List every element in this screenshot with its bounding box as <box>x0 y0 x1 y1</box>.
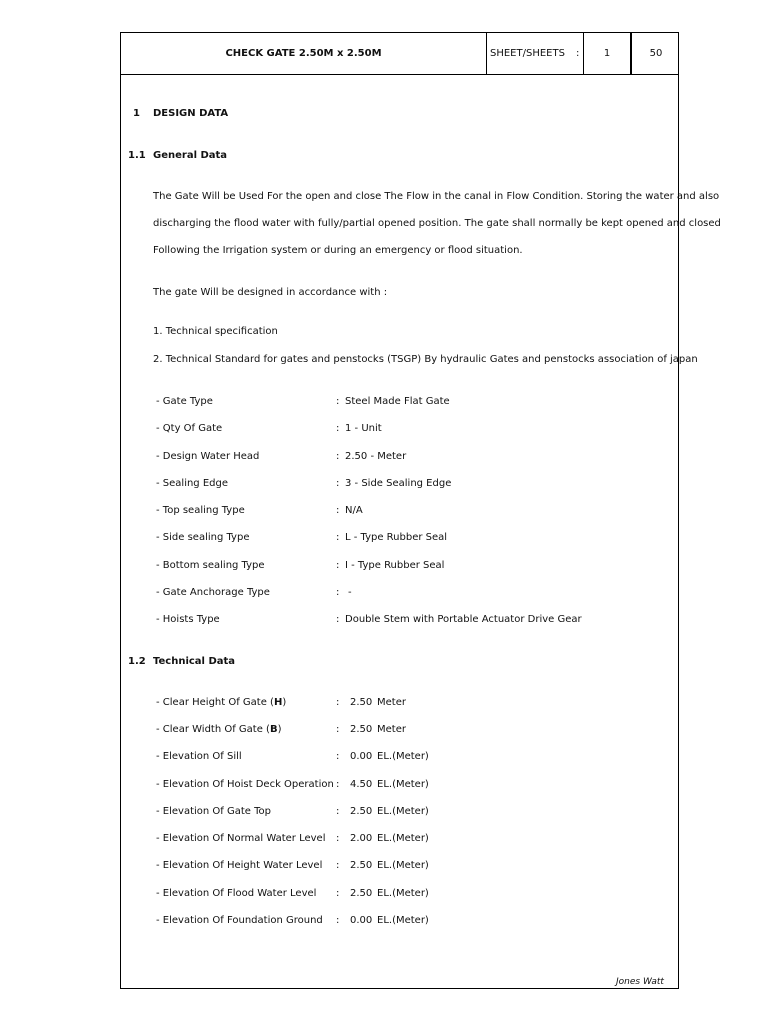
sheet-header <box>121 33 678 75</box>
item-separator: : <box>336 478 340 489</box>
paragraph-line: Following the Irrigation system or during an emergency or flood situation. <box>153 245 523 256</box>
tech-separator: : <box>336 860 340 871</box>
tech-separator: : <box>336 915 340 926</box>
reference-item: 1. Technical specification <box>153 326 278 337</box>
tech-value: 2.50 <box>350 697 373 708</box>
tech-separator: : <box>336 833 340 844</box>
tech-value: 2.50 <box>350 860 373 871</box>
tech-separator: : <box>336 751 340 762</box>
tech-item-label <box>156 724 281 735</box>
item-value: 3 - Side Sealing Edge <box>345 478 452 489</box>
item-label: - Design Water Head <box>156 451 260 462</box>
tech-value: 2.50 <box>350 724 373 735</box>
tech-label-text: - Clear Height Of Gate ( <box>156 697 274 708</box>
tech-value: 4.50 <box>350 779 373 790</box>
tech-symbol: B <box>269 724 278 735</box>
tech-separator: : <box>336 724 340 735</box>
item-separator: : <box>336 560 340 571</box>
item-separator: : <box>336 532 340 543</box>
tech-unit: EL.(Meter) <box>377 860 429 871</box>
tech-value: 0.00 <box>350 915 373 926</box>
document-title: CHECK GATE 2.50M x 2.50M <box>121 33 487 74</box>
paragraph-line: The Gate Will be Used For the open and close The Flow in the canal in Flow Condition. Storing the water and also <box>153 191 720 202</box>
subsection-title: General Data <box>153 150 228 161</box>
item-value: N/A <box>345 505 363 516</box>
item-separator: : <box>336 396 340 407</box>
tech-unit: EL.(Meter) <box>377 751 429 762</box>
tech-unit: EL.(Meter) <box>377 833 429 844</box>
item-label: - Sealing Edge <box>156 478 229 489</box>
tech-label-text: - Clear Width Of Gate ( <box>156 724 270 735</box>
tech-value: 2.50 <box>350 888 373 899</box>
sheet-number: 1 <box>584 33 632 74</box>
tech-separator: : <box>336 779 340 790</box>
paragraph-line: discharging the flood water with fully/partial opened position. The gate shall normally be kept opened and closed <box>153 218 721 229</box>
item-separator: : <box>336 505 340 516</box>
author-signature: Jones Watt <box>616 977 664 987</box>
reference-item: 2. Technical Standard for gates and penstocks (TSGP) By hydraulic Gates and penstocks association of japan <box>153 354 698 365</box>
tech-item-label: - Elevation Of Hoist Deck Operation <box>156 779 334 790</box>
item-value: - <box>348 587 352 598</box>
accordance-text: The gate Will be designed in accordance with : <box>153 287 388 298</box>
tech-separator: : <box>336 697 340 708</box>
section-title: DESIGN DATA <box>153 108 229 119</box>
subsection-number: 1.2 <box>128 656 146 667</box>
tech-item-label: - Elevation Of Foundation Ground <box>156 915 323 926</box>
tech-unit: Meter <box>377 697 406 708</box>
tech-item-label <box>156 697 286 708</box>
section-number: 1 <box>133 108 140 119</box>
item-label: - Top sealing Type <box>156 505 245 516</box>
sheet-label-cell <box>487 33 584 74</box>
item-value: I - Type Rubber Seal <box>345 560 445 571</box>
item-label: - Bottom sealing Type <box>156 560 265 571</box>
item-value: 1 - Unit <box>345 423 382 434</box>
item-label: - Side sealing Type <box>156 532 250 543</box>
item-value: 2.50 - Meter <box>345 451 407 462</box>
item-value: L - Type Rubber Seal <box>345 532 448 543</box>
item-separator: : <box>336 614 340 625</box>
tech-value: 2.00 <box>350 833 373 844</box>
tech-unit: EL.(Meter) <box>377 915 429 926</box>
sheet-total: 50 <box>649 48 663 59</box>
tech-separator: : <box>336 888 340 899</box>
tech-item-label: - Elevation Of Flood Water Level <box>156 888 317 899</box>
tech-label-end: ) <box>282 697 287 708</box>
tech-item-label: - Elevation Of Sill <box>156 751 242 762</box>
item-label: - Gate Type <box>156 396 213 407</box>
sheet-colon: : <box>576 48 580 59</box>
item-label: - Qty Of Gate <box>156 423 223 434</box>
tech-item-label: - Elevation Of Height Water Level <box>156 860 323 871</box>
tech-unit: EL.(Meter) <box>377 779 429 790</box>
tech-value: 2.50 <box>350 806 373 817</box>
item-value: Steel Made Flat Gate <box>345 396 450 407</box>
item-separator: : <box>336 587 340 598</box>
item-separator: : <box>336 451 340 462</box>
tech-unit: EL.(Meter) <box>377 888 429 899</box>
item-label: - Hoists Type <box>156 614 220 625</box>
tech-item-label: - Elevation Of Gate Top <box>156 806 271 817</box>
tech-value: 0.00 <box>350 751 373 762</box>
tech-item-label: - Elevation Of Normal Water Level <box>156 833 326 844</box>
item-label: - Gate Anchorage Type <box>156 587 270 598</box>
sheet-label: SHEET/SHEETS <box>490 48 565 59</box>
tech-symbol: H <box>273 697 283 708</box>
item-value: Double Stem with Portable Actuator Drive Gear <box>345 614 582 625</box>
tech-unit: Meter <box>377 724 406 735</box>
subsection-title: Technical Data <box>153 656 236 667</box>
tech-label-end: ) <box>277 724 282 735</box>
tech-unit: EL.(Meter) <box>377 806 429 817</box>
tech-separator: : <box>336 806 340 817</box>
subsection-number: 1.1 <box>128 150 146 161</box>
item-separator: : <box>336 423 340 434</box>
